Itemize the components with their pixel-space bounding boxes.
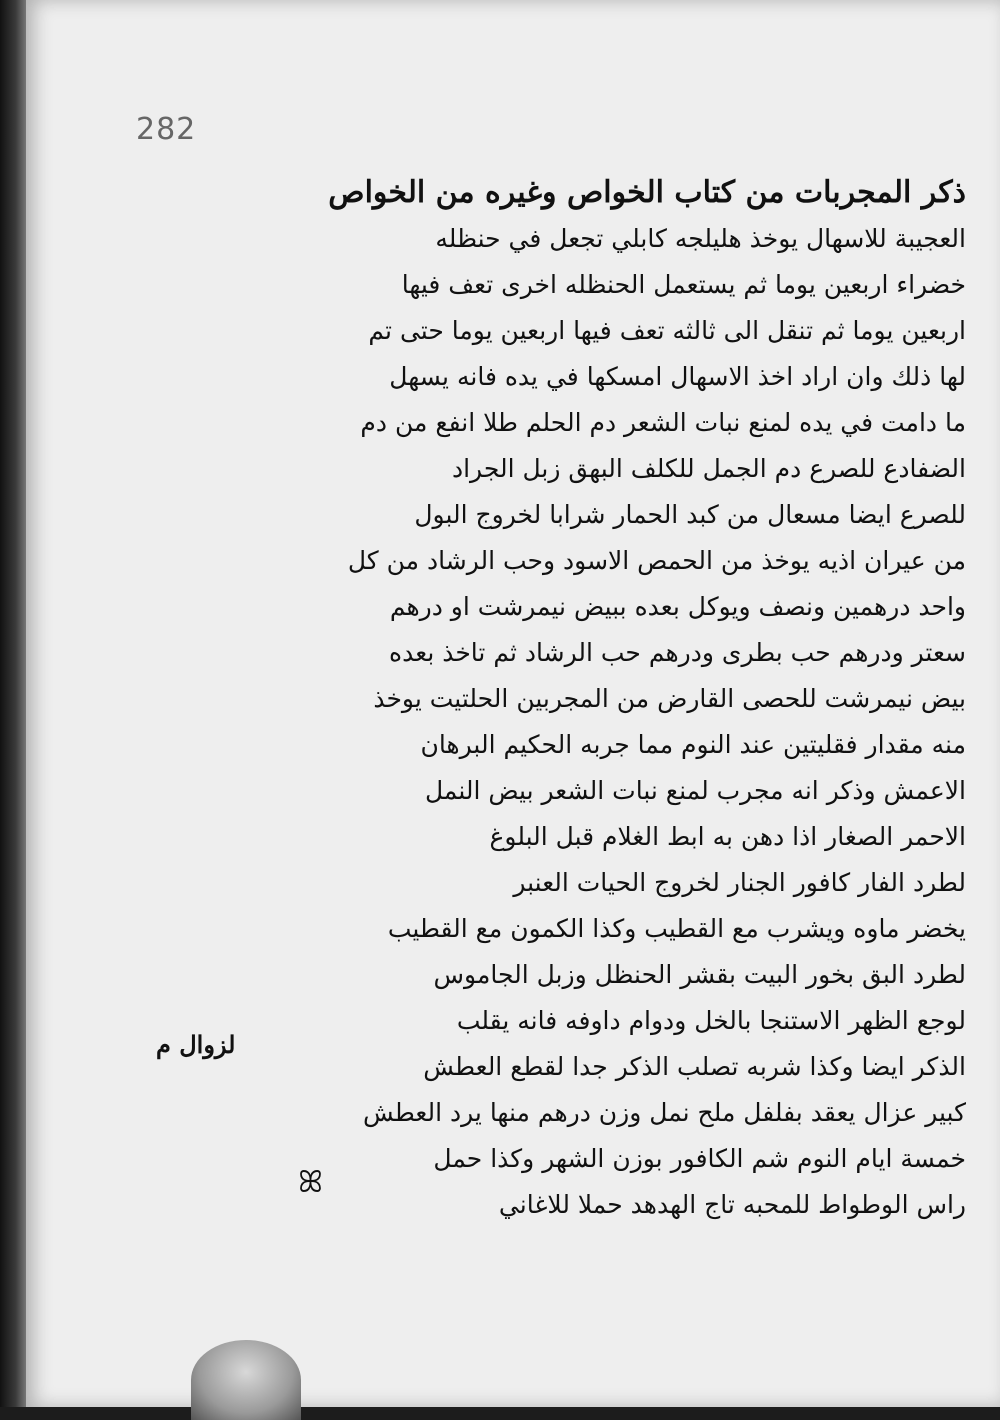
text-line: الضفادع للصرع دم الجمل للكلف البهق زبل الجراد xyxy=(451,454,966,483)
text-line: كبير عزال يعقد بفلفل ملح نمل وزن درهم منها يرد العطش xyxy=(363,1098,966,1127)
text-line: لطرد البق بخور البيت بقشر الحنظل وزبل الجاموس xyxy=(433,960,966,989)
text-line: الذكر ايضا وكذا شربه تصلب الذكر جدا لقطع العطش xyxy=(423,1052,966,1081)
text-line: الاحمر الصغار اذا دهن به ابط الغلام قبل البلوغ xyxy=(489,822,966,851)
manuscript-text-block xyxy=(296,170,966,1250)
text-line: يخضر ماوه ويشرب مع القطيب وكذا الكمون مع القطيب xyxy=(387,914,966,943)
text-line: راس الوطواط للمحبه تاج الهدهد حملا للاغاني xyxy=(498,1190,966,1219)
text-line: العجيبة للاسهال يوخذ هليلجه كابلي تجعل في حنظله xyxy=(435,224,966,253)
text-line: اربعين يوما ثم تنقل الى ثالثه تعف فيها اربعين يوما حتى تم xyxy=(368,316,966,345)
text-line: الاعمش وذكر انه مجرب لمنع نبات الشعر بيض النمل xyxy=(424,776,966,805)
text-line: ما دامت في يده لمنع نبات الشعر دم الحلم طلا انفع من دم xyxy=(360,408,966,437)
text-line: لوجع الظهر الاستنجا بالخل ودوام داوفه فانه يقلب xyxy=(456,1006,966,1035)
text-line: واحد درهمين ونصف ويوكل بعده ببيض نيمرشت او درهم xyxy=(389,592,966,621)
text-line: سعتر ودرهم حب بطرى ودرهم حب الرشاد ثم تاخذ بعده xyxy=(389,638,966,667)
ornament-flourish: ꕤ xyxy=(298,1165,323,1200)
manuscript-page xyxy=(26,0,1000,1407)
page-binding-edge xyxy=(0,0,26,1407)
text-line: للصرع ايضا مسعال من كبد الحمار شرابا لخروج البول xyxy=(414,500,966,529)
text-line: منه مقدار فقليتين عند النوم مما جربه الحكيم البرهان xyxy=(420,730,966,759)
margin-note: لزوال م xyxy=(156,1030,236,1059)
text-line: من عيران اذيه يوخذ من الحمص الاسود وحب الرشاد من كل xyxy=(347,546,966,575)
text-line: لطرد الفار كافور الجنار لخروج الحيات العنبر xyxy=(513,868,966,897)
text-line: خضراء اربعين يوما ثم يستعمل الحنظله اخرى تعف فيها xyxy=(401,270,966,299)
text-line: لها ذلك وان اراد اخذ الاسهال امسكها في يده فانه يسهل xyxy=(389,362,966,391)
text-line: ذكر المجربات من كتاب الخواص وغيره من الخواص xyxy=(328,175,966,210)
text-line: بيض نيمرشت للحصى القارض من المجربين الحلتيت يوخذ xyxy=(373,684,966,713)
folio-number: 282 xyxy=(136,112,197,147)
thumb-image xyxy=(191,1340,301,1420)
text-line: خمسة ايام النوم شم الكافور بوزن الشهر وكذا حمل xyxy=(433,1144,966,1173)
